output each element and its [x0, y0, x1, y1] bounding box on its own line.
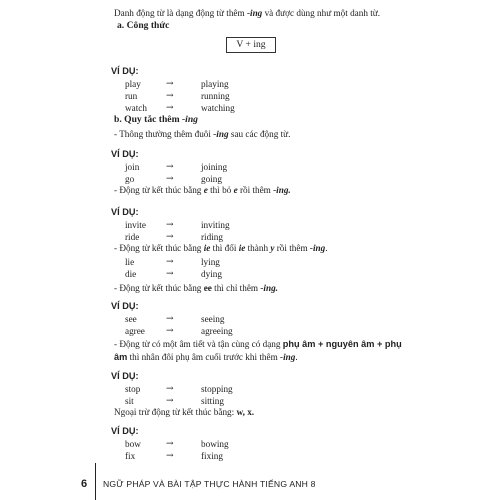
example-base-verb: join	[125, 162, 140, 172]
rule-3: - Động từ kết thúc bằng ie thì đổi ie thành y rồi thêm -ing.	[114, 243, 328, 253]
example-ing-form: inviting	[201, 220, 230, 230]
example-base-verb: ride	[125, 232, 140, 242]
example-ing-form: agreeing	[201, 326, 233, 336]
rule-5-line-2: âm thì nhân đôi phụ âm cuối trước khi thêm -ing.	[114, 352, 298, 362]
arrow-icon: →	[166, 451, 174, 461]
example-base-verb: see	[125, 314, 137, 324]
arrow-icon: →	[166, 220, 174, 230]
rule-2: - Động từ kết thúc bằng e thì bỏ e rồi thêm -ing.	[114, 185, 291, 195]
arrow-icon: →	[166, 269, 174, 279]
example-base-verb: lie	[125, 257, 135, 267]
example-base-verb: die	[125, 269, 137, 279]
vi-du-label: VÍ DỤ:	[111, 426, 139, 436]
example-ing-form: running	[201, 91, 230, 101]
intro-text: Danh động từ là dạng động từ thêm	[114, 8, 247, 18]
arrow-icon: →	[166, 174, 174, 184]
vi-du-label: VÍ DỤ:	[111, 149, 139, 159]
section-b-heading: b. Quy tắc thêm -ing	[114, 114, 198, 125]
vi-du-label: VÍ DỤ:	[111, 301, 139, 311]
arrow-icon: →	[166, 314, 174, 324]
example-ing-form: sitting	[201, 396, 224, 406]
arrow-icon: →	[166, 257, 174, 267]
example-ing-form: stopping	[201, 384, 233, 394]
arrow-icon: →	[166, 162, 174, 172]
example-base-verb: fix	[125, 451, 136, 461]
intro-text-end: và được dùng như một danh từ.	[262, 8, 381, 18]
vi-du-label: VÍ DỤ:	[111, 207, 139, 217]
arrow-icon: →	[166, 79, 174, 89]
formula-box: V + ing	[226, 37, 276, 53]
example-ing-form: fixing	[201, 451, 223, 461]
intro-paragraph	[114, 7, 380, 19]
intro-ing: -ing	[246, 8, 263, 18]
example-ing-form: going	[201, 174, 222, 184]
arrow-icon: →	[166, 91, 174, 101]
example-ing-form: dying	[201, 269, 222, 279]
example-ing-form: seeing	[201, 314, 225, 324]
arrow-icon: →	[166, 396, 174, 406]
rule-1: - Thông thường thêm đuôi -ing sau các động từ.	[114, 129, 291, 139]
example-base-verb: stop	[125, 384, 141, 394]
arrow-icon: →	[166, 439, 174, 449]
example-base-verb: watch	[125, 103, 147, 113]
example-ing-form: watching	[201, 103, 235, 113]
rule-4: - Động từ kết thúc bằng ee thì chỉ thêm -ing.	[114, 283, 278, 293]
section-a-heading: a. Công thức	[117, 20, 170, 31]
vi-du-label: VÍ DỤ:	[111, 66, 139, 76]
arrow-icon: →	[166, 384, 174, 394]
arrow-icon: →	[166, 103, 174, 113]
exception-note: Ngoại trừ động từ kết thúc bằng: w, x.	[114, 407, 255, 417]
vi-du-label: VÍ DỤ:	[111, 371, 139, 381]
example-ing-form: lying	[201, 257, 220, 267]
example-ing-form: bowing	[201, 439, 229, 449]
book-title-footer: NGỮ PHÁP VÀ BÀI TẬP THỰC HÀNH TIẾNG ANH 8	[103, 479, 316, 489]
example-base-verb: bow	[125, 439, 141, 449]
page-number: 6	[81, 478, 88, 490]
example-base-verb: run	[125, 91, 138, 101]
example-base-verb: sit	[125, 396, 134, 406]
example-ing-form: riding	[201, 232, 223, 242]
example-ing-form: playing	[201, 79, 229, 89]
example-ing-form: joining	[201, 162, 228, 172]
example-base-verb: play	[125, 79, 141, 89]
example-base-verb: agree	[125, 326, 145, 336]
rule-5-line-1: - Động từ có một âm tiết và tận cùng có dạng phụ âm + nguyên âm + phụ	[114, 339, 402, 349]
footer-divider	[95, 463, 96, 500]
example-base-verb: go	[125, 174, 135, 184]
arrow-icon: →	[166, 232, 174, 242]
arrow-icon: →	[166, 326, 174, 336]
example-base-verb: invite	[125, 220, 146, 230]
